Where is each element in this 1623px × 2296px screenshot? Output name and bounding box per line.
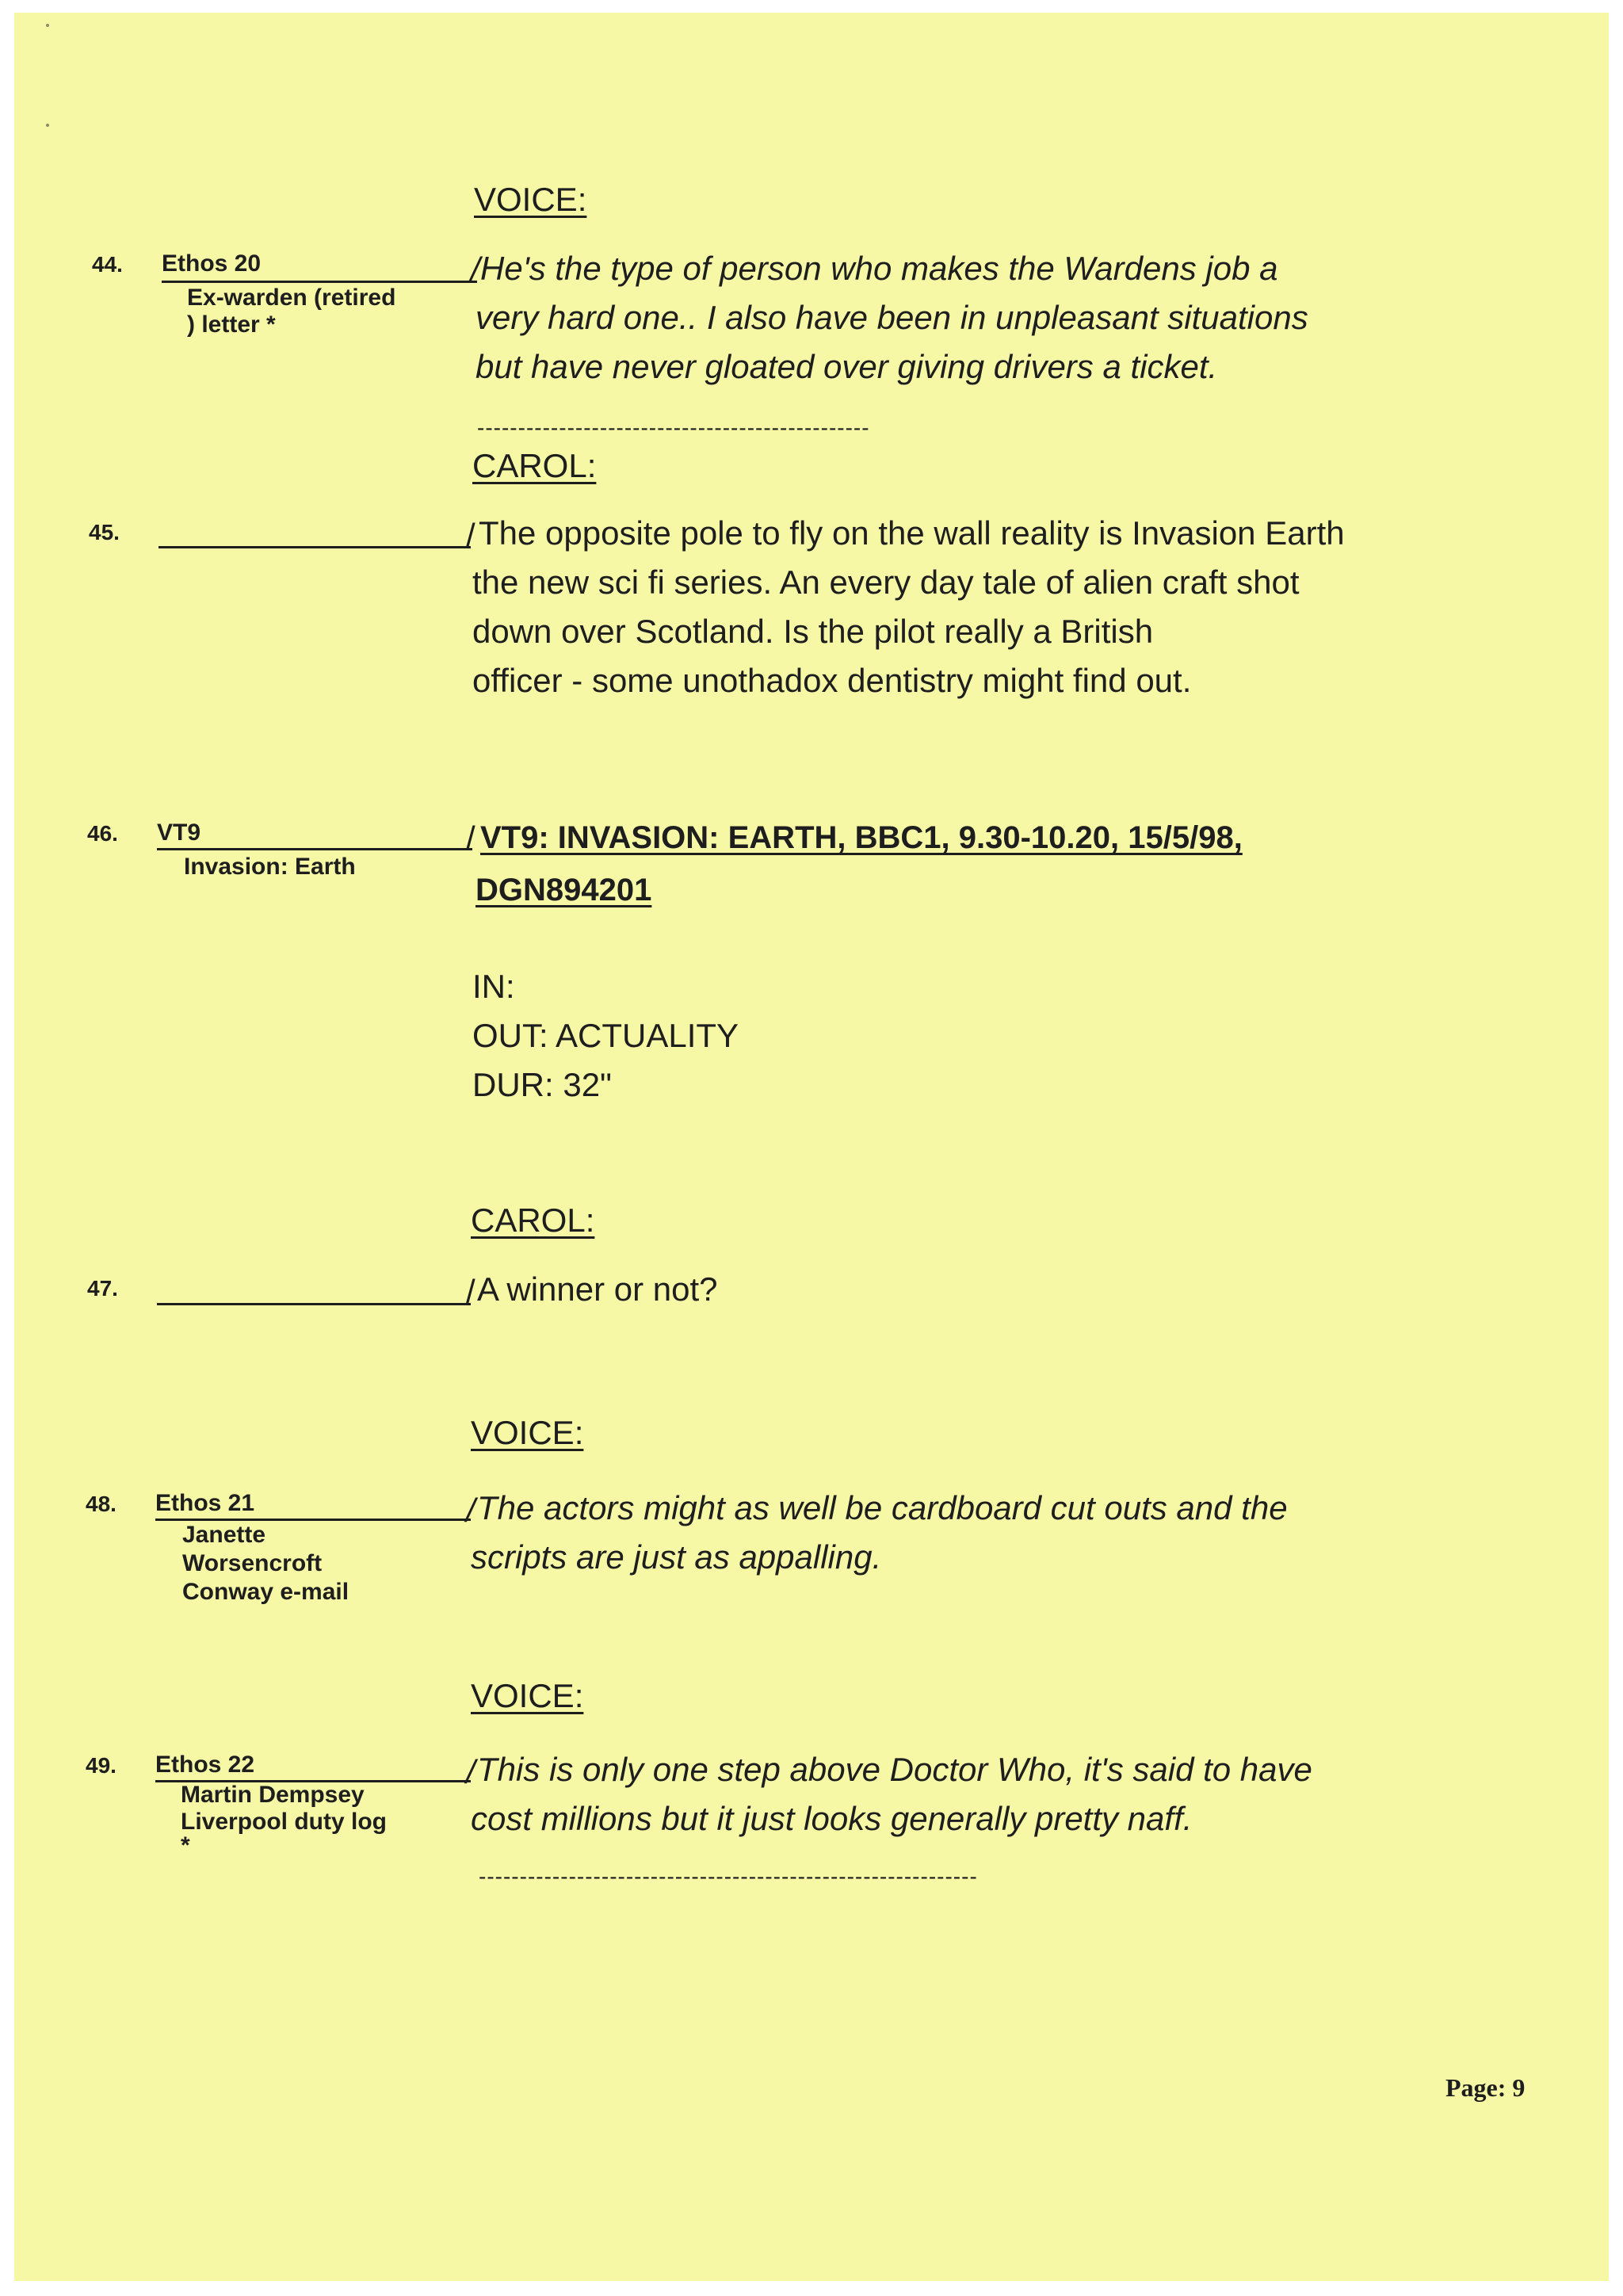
item-number: 44. (92, 252, 123, 277)
item-number: 46. (87, 821, 118, 846)
scan-speck (46, 24, 49, 27)
cue-detail: Worsencroft (182, 1550, 323, 1576)
script-line: The actors might as well be cardboard cut outs and the (477, 1489, 1288, 1526)
speaker-carol: CAROL: (472, 447, 597, 484)
cue-rule (157, 848, 472, 850)
cue-source: Ethos 22 (155, 1752, 255, 1778)
cue-detail: * (181, 1832, 190, 1859)
speaker-voice: VOICE: (474, 181, 587, 218)
script-text (472, 1265, 718, 1314)
cue-mark: / (466, 1492, 475, 1529)
script-line: officer - some unothadox dentistry might find out. (472, 662, 1192, 699)
cue-detail: Ex-warden (retired (187, 285, 396, 311)
scan-speck (46, 124, 49, 127)
script-line: This is only one step above Doctor Who, it's said to have (477, 1751, 1312, 1788)
cue-rule (158, 546, 471, 548)
cue-rule (155, 1519, 471, 1521)
cue-mark: / (466, 517, 475, 554)
speaker-voice: VOICE: (471, 1414, 584, 1451)
script-text (471, 1484, 1288, 1582)
script-text (475, 244, 1308, 392)
vt-heading-line: DGN894201 (475, 873, 652, 907)
cue-detail: Conway e-mail (182, 1579, 349, 1605)
cue-mark: / (471, 250, 480, 288)
script-line: He's the type of person who makes the Wardens job a (480, 250, 1278, 287)
cue-mark: / (466, 819, 475, 857)
item-number: 48. (86, 1492, 116, 1516)
vt-heading (475, 812, 1243, 916)
cue-mark: / (466, 1753, 475, 1790)
page-number: Page: 9 (1445, 2073, 1526, 2102)
script-text (472, 509, 1345, 705)
script-line: but have never gloated over giving drivers a ticket. (475, 348, 1218, 385)
speaker-voice: VOICE: (471, 1677, 584, 1714)
cue-rule (162, 281, 477, 283)
script-line: The opposite pole to fly on the wall reality is Invasion Earth (479, 514, 1345, 552)
script-line: very hard one.. I also have been in unpleasant situations (475, 299, 1308, 336)
cue-source: Ethos 21 (155, 1490, 255, 1516)
cue-detail: Liverpool duty log (181, 1809, 387, 1835)
script-text (471, 1745, 1312, 1843)
vt-in: IN: (472, 968, 515, 1005)
separator-line: ------------------------------------------------ (477, 415, 870, 440)
speaker-carol: CAROL: (471, 1201, 595, 1239)
script-line: down over Scotland. Is the pilot really a British (472, 613, 1154, 650)
script-line: cost millions but it just looks generally pretty naff. (471, 1800, 1193, 1837)
script-line: A winner or not? (477, 1270, 718, 1308)
vt-out: OUT: ACTUALITY (472, 1017, 739, 1054)
cue-source: VT9 (157, 819, 201, 846)
separator-line: ------------------------------------------------------------- (479, 1864, 978, 1889)
item-number: 45. (89, 520, 120, 544)
item-number: 49. (86, 1753, 116, 1778)
cue-source: Ethos 20 (162, 250, 262, 277)
script-page (14, 13, 1609, 2281)
cue-detail: Martin Dempsey (181, 1782, 365, 1808)
cue-detail: Invasion: Earth (184, 854, 356, 880)
cue-detail: Janette (182, 1522, 266, 1548)
cue-rule (157, 1303, 471, 1305)
script-line: scripts are just as appalling. (471, 1538, 882, 1576)
vt-duration: DUR: 32" (472, 1066, 612, 1103)
cue-detail: ) letter * (187, 311, 276, 338)
item-number: 47. (87, 1276, 118, 1301)
script-line: the new sci fi series. An every day tale of alien craft shot (472, 563, 1300, 601)
vt-heading-line: VT9: INVASION: EARTH, BBC1, 9.30-10.20, 15/5/98, (480, 820, 1243, 855)
cue-mark: / (466, 1273, 475, 1310)
